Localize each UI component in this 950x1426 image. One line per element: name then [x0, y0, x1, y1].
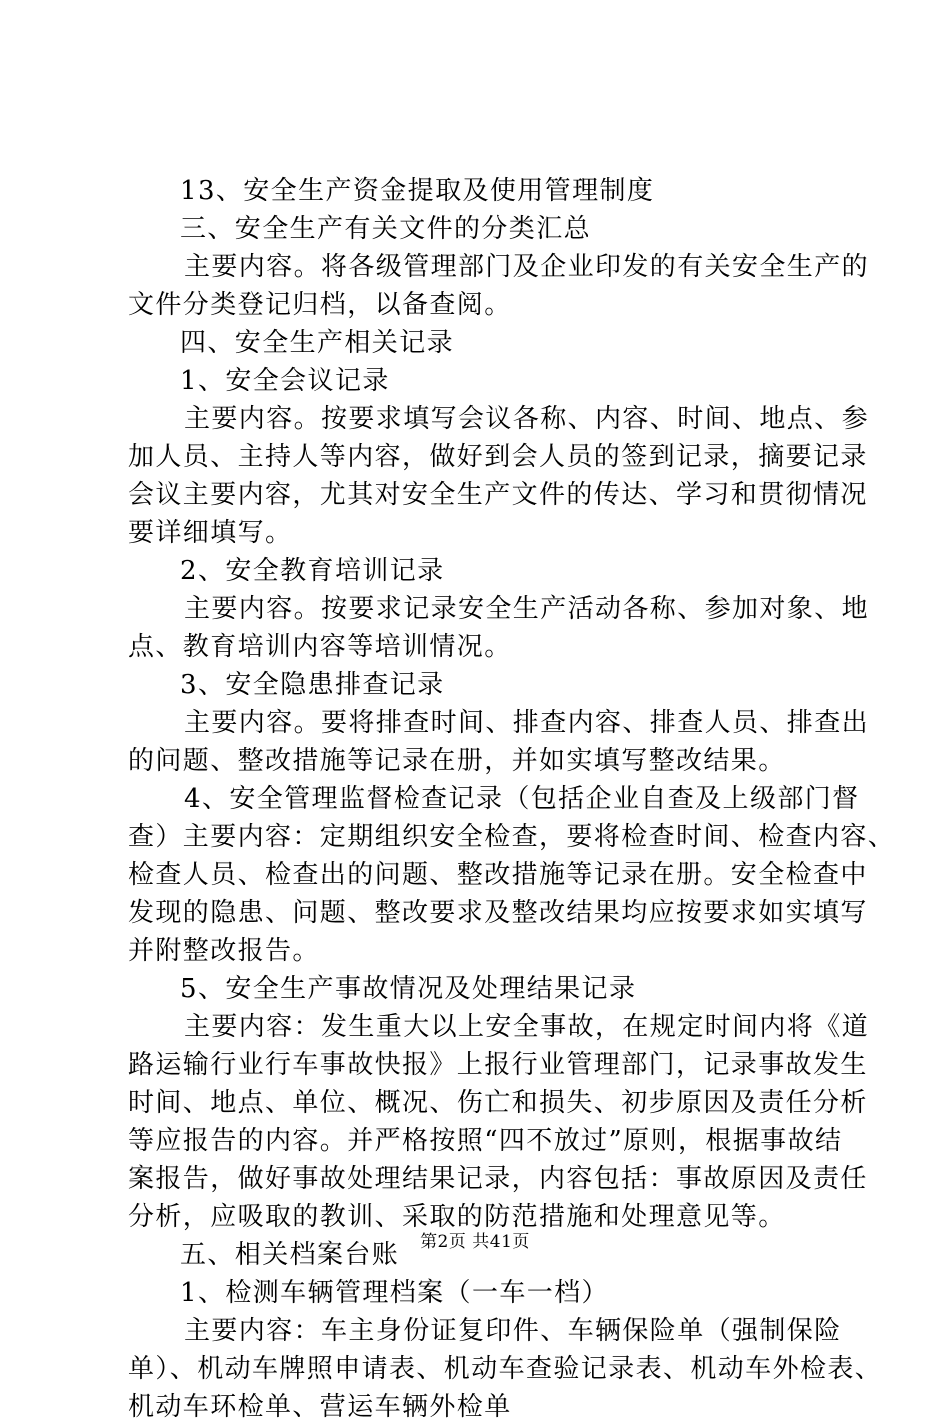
text-line: 主要内容。按要求记录安全生产活动各称、参加对象、地: [184, 594, 870, 624]
text-line: 路运输行业行车事故快报》上报行业管理部门，记录事故发生: [128, 1050, 868, 1080]
text-line: 2、安全教育培训记录: [180, 556, 445, 586]
text-line: 点、教育培训内容等培训情况。: [128, 632, 512, 662]
text-line: 要详细填写。: [128, 518, 293, 548]
text-line: 四、安全生产相关记录: [180, 328, 455, 358]
text-line: 主要内容。按要求填写会议各称、内容、时间、地点、参: [184, 404, 870, 434]
text-line: 并附整改报告。: [128, 936, 320, 966]
text-line: 等应报告的内容。并严格按照“四不放过”原则，根据事故结: [128, 1126, 843, 1156]
text-line: 的问题、整改措施等记录在册，并如实填写整改结果。: [128, 746, 786, 776]
text-line: 3、安全隐患排查记录: [180, 670, 445, 700]
text-line: 三、安全生产有关文件的分类汇总: [180, 214, 592, 244]
text-line: 主要内容。将各级管理部门及企业印发的有关安全生产的: [184, 252, 870, 282]
text-line: 检查人员、检查出的问题、整改措施等记录在册。安全检查中: [128, 860, 868, 890]
page-footer: 第2页 共41页: [420, 1232, 530, 1252]
text-line: 案报告，做好事故处理结果记录，内容包括：事故原因及责任: [128, 1164, 868, 1194]
text-line: 机动车环检单、营运车辆外检单: [128, 1392, 512, 1422]
text-line: 4、安全管理监督检查记录（包括企业自查及上级部门督: [184, 784, 860, 814]
text-line: 分析，应吸取的教训、采取的防范措施和处理意见等。: [128, 1202, 786, 1232]
text-line: 主要内容：车主身份证复印件、车辆保险单（强制保险: [184, 1316, 842, 1346]
text-line: 1、安全会议记录: [180, 366, 390, 396]
text-line: 会议主要内容，尤其对安全生产文件的传达、学习和贯彻情况: [128, 480, 868, 510]
text-line: 1、检测车辆管理档案（一车一档）: [180, 1278, 609, 1308]
text-line: 加人员、主持人等内容，做好到会人员的签到记录，摘要记录: [128, 442, 868, 472]
text-line: 主要内容：发生重大以上安全事故，在规定时间内将《道: [184, 1012, 870, 1042]
text-line: 5、安全生产事故情况及处理结果记录: [180, 974, 637, 1004]
text-line: 13、安全生产资金提取及使用管理制度: [180, 176, 655, 206]
text-line: 单）、机动车牌照申请表、机动车查验记录表、机动车外检表、: [128, 1354, 883, 1384]
text-line: 主要内容。要将排查时间、排查内容、排查人员、排查出: [184, 708, 870, 738]
text-line: 时间、地点、单位、概况、伤亡和损失、初步原因及责任分析: [128, 1088, 868, 1118]
text-line: 文件分类登记归档，以备查阅。: [128, 290, 512, 320]
text-line: 发现的隐患、问题、整改要求及整改结果均应按要求如实填写: [128, 898, 868, 928]
text-line: 五、相关档案台账: [180, 1240, 400, 1270]
text-line: 查）主要内容：定期组织安全检查，要将检查时间、检查内容、: [128, 822, 896, 852]
